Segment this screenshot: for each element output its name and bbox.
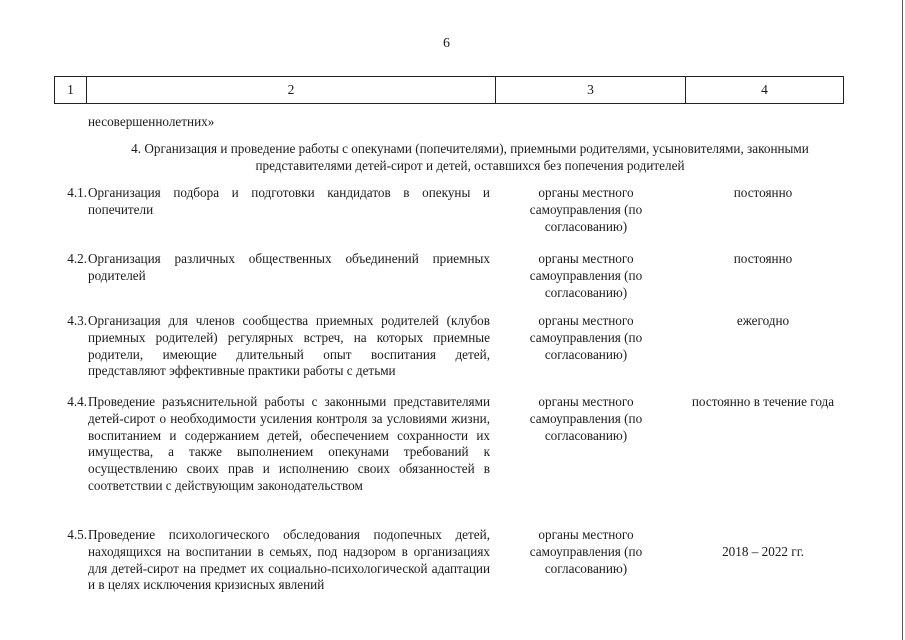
row-description: Организация для членов сообщества приемных родителей (клубов приемных родителей) регулярных встреч, на которых приемные родители, имеющие длительный опыт воспитания детей, представляют эффективные практики работы с детьми: [88, 313, 490, 379]
header-col-2: 2: [86, 77, 495, 103]
page-number: 6: [443, 36, 450, 51]
row-executor: органы местного самоуправления (по согласованию): [529, 527, 643, 576]
row-description: Организация подбора и подготовки кандидатов в опекуны и попечители: [88, 185, 490, 217]
row-number: 4.1.: [67, 185, 87, 200]
carryover-text: несовершеннолетних»: [88, 114, 215, 129]
header-col-3: 3: [495, 77, 685, 103]
row-number: 4.3.: [67, 313, 87, 328]
row-term: постоянно: [733, 185, 793, 200]
header-col-1: 1: [67, 81, 74, 97]
header-col-4: 4: [685, 77, 843, 103]
row-description: Проведение психологического обследования подопечных детей, находящихся на воспитании в семьях, под надзором в организациях для детей-сирот на предмет их социально-психологической адаптации и в целях исключения кризисных явлений: [88, 527, 490, 593]
table-header: [54, 76, 844, 104]
section-heading: 4. Организация и проведение работы с опекунами (попечителями), приемными родителями, усыновителями, законными представителями детей-сирот и детей, оставшихся без попечения родителей: [131, 141, 809, 173]
row-number: 4.2.: [67, 251, 87, 266]
row-number: 4.4.: [67, 394, 87, 409]
row-term: постоянно: [733, 251, 793, 266]
row-executor: органы местного самоуправления (по согласованию): [529, 313, 643, 362]
row-number: 4.5.: [67, 527, 87, 542]
row-description: Организация различных общественных объединений приемных родителей: [88, 251, 490, 283]
row-executor: органы местного самоуправления (по согласованию): [529, 394, 643, 443]
row-description: Проведение разъяснительной работы с законными представителями детей-сирот о необходимости усиления контроля за условиями жизни, воспитанием и содержанием детей, обеспечением сохранности их имущества, а также выполнением опекунами требований к осуществлению своих прав и исполнению своих обязанностей в соответствии с действующим законодательством: [88, 394, 490, 493]
row-executor: органы местного самоуправления (по согласованию): [529, 185, 643, 234]
row-term: ежегодно: [736, 313, 790, 328]
page-edge-line: [902, 0, 903, 640]
row-term: постоянно в течение года: [691, 394, 835, 409]
row-executor: органы местного самоуправления (по согласованию): [529, 251, 643, 300]
row-term: 2018 – 2022 гг.: [722, 544, 804, 559]
